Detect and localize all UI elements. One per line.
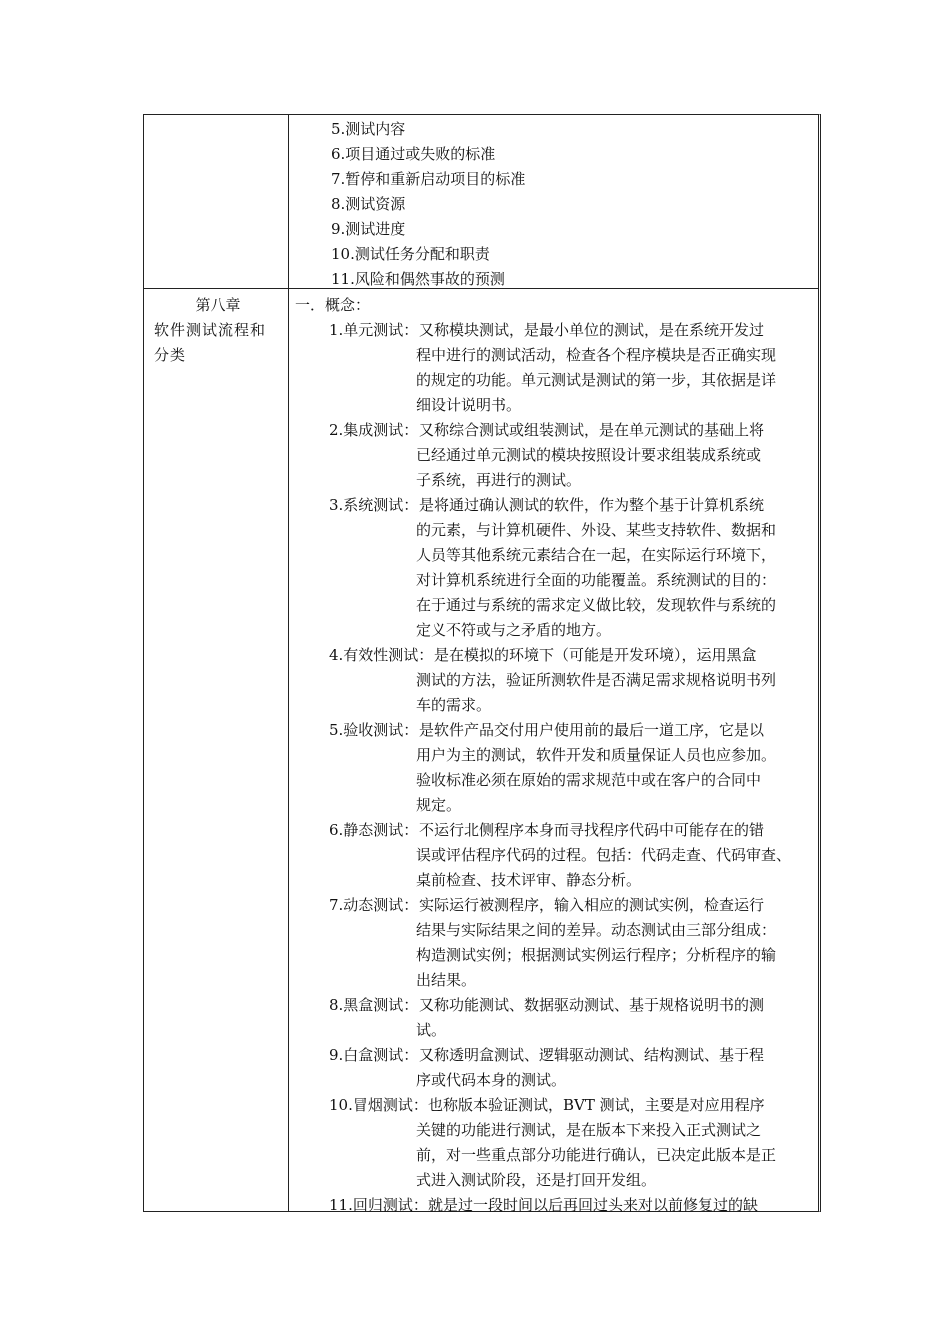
concept-term: 1.单元测试： — [329, 321, 419, 339]
concept-definition-line: 人员等其他系统元素结合在一起，在实际运行环境下， — [416, 546, 777, 564]
concept-definition-line: 是软件产品交付用户使用前的最后一道工序，它是以 — [419, 721, 765, 739]
concept-definition-line: 出结果。 — [416, 971, 477, 989]
concept-definition-line: 程中进行的测试活动，检查各个程序模块是否正确实现 — [416, 346, 777, 364]
concept-item — [329, 718, 812, 818]
list-item: 9.测试进度 — [331, 220, 406, 238]
concept-term: 5.验收测试： — [329, 721, 419, 739]
concept-definition-line: 已经通过单元测试的模块按照设计要求组装成系统或 — [416, 446, 762, 464]
chapter-number: 第八章 — [195, 296, 241, 314]
concept-term: 9.白盒测试： — [329, 1046, 419, 1064]
concept-definition-line: 测试的方法，验证所测软件是否满足需求规格说明书列 — [416, 671, 777, 689]
section-heading: 一．概念： — [295, 296, 371, 314]
concept-term: 2.集成测试： — [329, 421, 419, 439]
previous-items-list — [331, 117, 525, 292]
concept-definition-line: 构造测试实例；根据测试实例运行程序；分析程序的输 — [416, 946, 777, 964]
concept-definition-line: 用户为主的测试，软件开发和质量保证人员也应参加。 — [416, 746, 777, 764]
list-item: 5.测试内容 — [331, 120, 406, 138]
concept-definition-line: 又称功能测试、数据驱动测试、基于规格说明书的测 — [419, 996, 765, 1014]
concept-definition-line: 桌前检查、技术评审、静态分析。 — [416, 871, 642, 889]
concept-definition-line: 关键的功能进行测试，是在版本下来投入正式测试之 — [416, 1121, 762, 1139]
concept-definition-line: 又称综合测试或组装测试，是在单元测试的基础上将 — [419, 421, 765, 439]
concept-definition-line: 在于通过与系统的需求定义做比较，发现软件与系统的 — [416, 596, 777, 614]
concept-term: 3.系统测试： — [329, 496, 419, 514]
concept-definition-line: 式进入测试阶段，还是打回开发组。 — [416, 1171, 657, 1189]
concept-item — [329, 893, 812, 993]
column-divider — [288, 115, 289, 1211]
list-item: 11.风险和偶然事故的预测 — [331, 270, 505, 288]
concept-definition-line: 也称版本验证测试，BVT 测试，主要是对应用程序 — [428, 1096, 765, 1114]
concept-definition-line: 是在模拟的环境下（可能是开发环境），运用黑盒 — [434, 646, 757, 664]
concept-item — [329, 1193, 812, 1218]
concept-item — [329, 643, 812, 718]
concept-term: 4.有效性测试： — [329, 646, 434, 664]
list-item: 6.项目通过或失败的标准 — [331, 145, 496, 163]
concept-term: 7.动态测试： — [329, 896, 419, 914]
concept-definition-line: 车的需求。 — [416, 696, 492, 714]
chapter-title-line: 软件测试流程和 — [154, 321, 267, 339]
concept-definition-line: 又称透明盒测试、逻辑驱动测试、结构测试、基于程 — [419, 1046, 765, 1064]
list-item: 7.暂停和重新启动项目的标准 — [331, 170, 526, 188]
concept-definition-line: 就是过一段时间以后再回过头来对以前修复过的缺 — [428, 1196, 759, 1214]
concept-item — [329, 818, 812, 893]
concept-definition-line: 是将通过确认测试的软件，作为整个基于计算机系统 — [419, 496, 765, 514]
concept-definition-line: 细设计说明书。 — [416, 396, 522, 414]
concept-definition-line: 不运行北侧程序本身而寻找程序代码中可能存在的错 — [419, 821, 765, 839]
concept-term: 11.回归测试： — [329, 1196, 428, 1214]
concept-item — [329, 318, 812, 418]
concept-item — [329, 493, 812, 643]
concept-definition-line: 结果与实际结果之间的差异。动态测试由三部分组成： — [416, 921, 777, 939]
concept-definition-line: 的元素，与计算机硬件、外设、某些支持软件、数据和 — [416, 521, 777, 539]
concept-item — [329, 1093, 812, 1193]
concept-definition-line: 规定。 — [416, 796, 462, 814]
concept-definition-line: 实际运行被测程序，输入相应的测试实例，检查运行 — [419, 896, 765, 914]
concept-definition-line: 前，对一些重点部分功能进行确认，已决定此版本是正 — [416, 1146, 777, 1164]
concept-definition-line: 验收标准必须在原始的需求规范中或在客户的合同中 — [416, 771, 762, 789]
concept-definition-line: 序或代码本身的测试。 — [416, 1071, 567, 1089]
concept-definition-line: 子系统，再进行的测试。 — [416, 471, 582, 489]
chapter-cell — [154, 293, 282, 368]
chapter-title-line: 分类 — [154, 346, 187, 364]
concept-definition-line: 试。 — [416, 1021, 447, 1039]
concept-definition-line: 定义不符或与之矛盾的地方。 — [416, 621, 612, 639]
concept-definition-line: 误或评估程序代码的过程。包括：代码走查、代码审查、 — [416, 846, 792, 864]
concept-list — [329, 318, 812, 1218]
concept-term: 8.黑盒测试： — [329, 996, 419, 1014]
concept-item — [329, 1043, 812, 1093]
concept-definition-line: 又称模块测试，是最小单位的测试，是在系统开发过 — [419, 321, 765, 339]
concept-term: 6.静态测试： — [329, 821, 419, 839]
concept-term: 10.冒烟测试： — [329, 1096, 428, 1114]
concept-item — [329, 418, 812, 493]
list-item: 8.测试资源 — [331, 195, 406, 213]
document-table — [143, 114, 821, 1212]
concept-definition-line: 的规定的功能。单元测试是测试的第一步，其依据是详 — [416, 371, 777, 389]
concept-item — [329, 993, 812, 1043]
list-item: 10.测试任务分配和职责 — [331, 245, 490, 263]
concept-definition-line: 对计算机系统进行全面的功能覆盖。系统测试的目的： — [416, 571, 777, 589]
